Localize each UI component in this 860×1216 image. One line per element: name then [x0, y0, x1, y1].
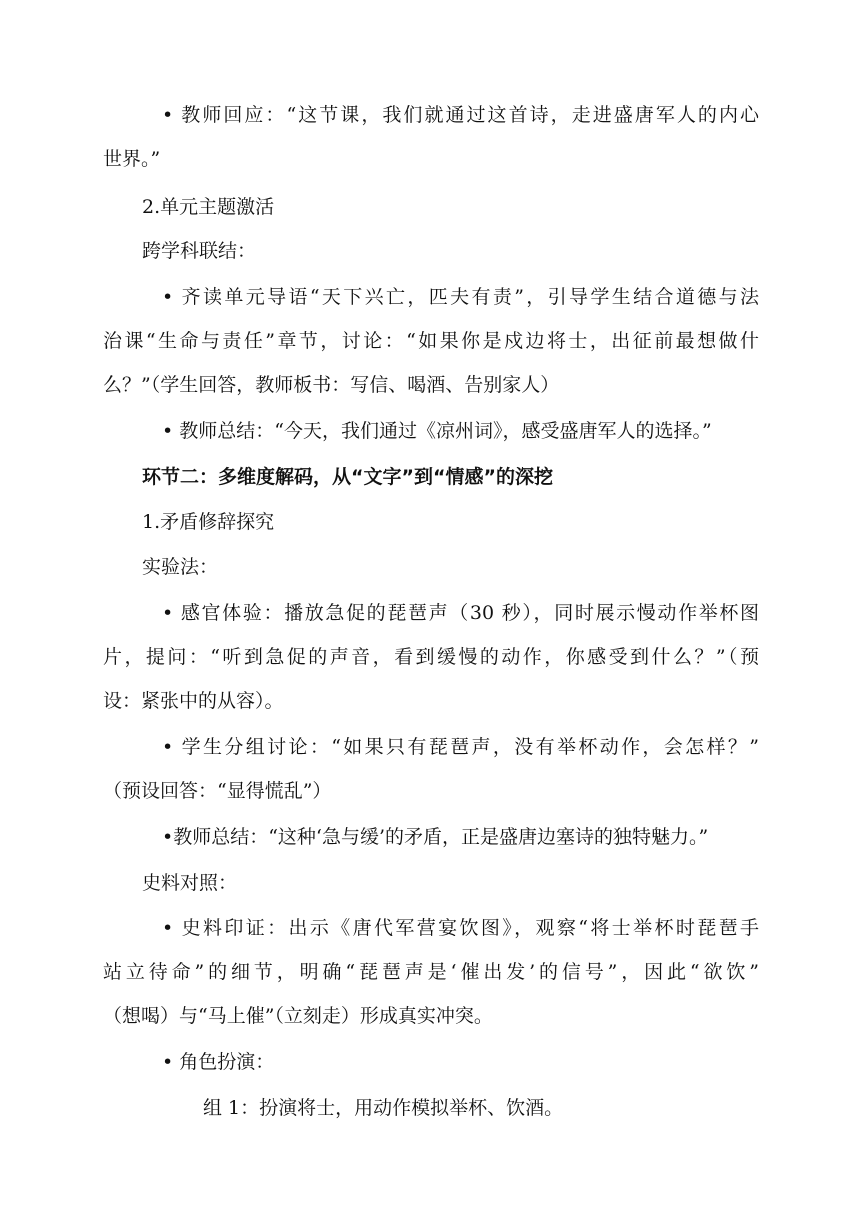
paragraph-unit-intro-reading: [103, 275, 759, 407]
text-line: • 齐读单元导语“天下兴亡，匹夫有责”，引导学生结合道德与法: [162, 286, 759, 308]
paragraph-teacher-conclusion: [103, 815, 759, 859]
subheading-contradiction-rhetoric: [103, 500, 759, 544]
paragraph-historical-comparison: [103, 861, 759, 905]
paragraph-group-discussion: [103, 725, 759, 813]
section-heading-stage-two: [103, 455, 759, 499]
paragraph-group-one: [103, 1086, 759, 1130]
text-line: 世界。”: [103, 148, 161, 170]
text-line: • 史料印证：出示《唐代军营宴饮图》，观察“将士举杯时琵琶手: [162, 917, 759, 939]
section-heading-unit-theme: [103, 185, 759, 229]
text-line: 组 1：扮演将士，用动作模拟举杯、饮酒。: [203, 1097, 564, 1119]
text-line: 设：紧张中的从容）。: [103, 690, 284, 712]
text-line: 站立待命”的细节，明确“琵琶声是‘催出发’的信号”，因此“欲饮”: [103, 961, 759, 983]
text-line: （预设回答：“显得慌乱”）: [103, 780, 332, 802]
text-line: 2.单元主题激活: [142, 196, 275, 218]
text-line: 史料对照：: [142, 872, 238, 894]
text-line: 环节二：多维度解码，从“文字”到“情感”的深挖: [142, 466, 553, 488]
paragraph-experiment-method: [103, 545, 759, 589]
paragraph-teacher-response: [103, 93, 759, 181]
text-line: 片，提问：“听到急促的声音，看到缓慢的动作，你感受到什么？”（预: [103, 646, 759, 668]
paragraph-teacher-summary: [103, 409, 759, 453]
text-line: •教师总结：“这种‘急与缓’的矛盾，正是盛唐边塞诗的独特魅力。”: [162, 826, 709, 848]
text-line: • 教师回应：“这节课，我们就通过这首诗，走进盛唐军人的内心: [162, 104, 759, 126]
paragraph-role-play: [103, 1040, 759, 1084]
text-line: 跨学科联结：: [142, 240, 257, 262]
text-line: • 学生分组讨论：“如果只有琵琶声，没有举杯动作，会怎样？”: [162, 736, 759, 758]
text-line: 治课“生命与责任”章节，讨论：“如果你是戍边将士，出征前最想做什: [103, 330, 759, 352]
paragraph-cross-subject: [103, 229, 759, 273]
text-line: 么？”（学生回答，教师板书：写信、喝酒、告别家人）: [103, 374, 560, 396]
paragraph-sensory-experience: [103, 591, 759, 723]
paragraph-historical-evidence: [103, 906, 759, 1038]
text-line: • 教师总结：“今天，我们通过《凉州词》，感受盛唐军人的选择。”: [162, 420, 712, 442]
text-line: • 角色扮演：: [162, 1051, 275, 1073]
text-line: 1.矛盾修辞探究: [142, 511, 275, 533]
text-line: • 感官体验：播放急促的琵琶声（30 秒），同时展示慢动作举杯图: [162, 602, 759, 624]
text-line: （想喝）与“马上催”（立刻走）形成真实冲突。: [103, 1005, 493, 1027]
text-line: 实验法：: [142, 556, 219, 578]
